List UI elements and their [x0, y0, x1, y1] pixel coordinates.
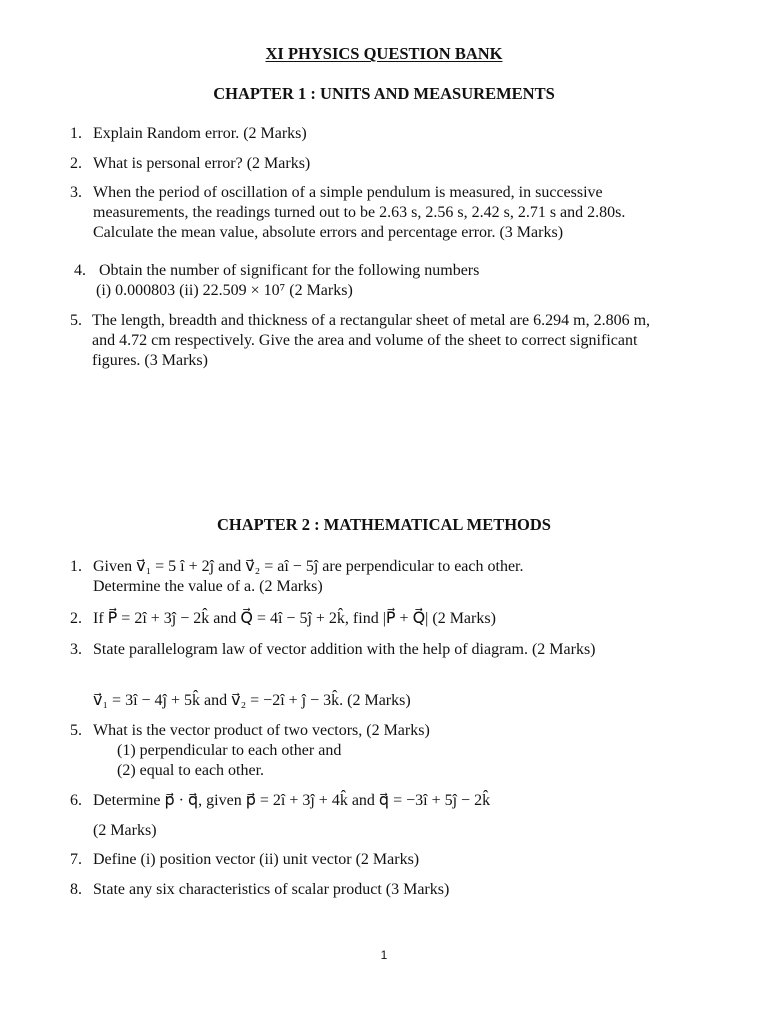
question-number: 5. — [70, 722, 82, 739]
ch2-question-4 — [70, 691, 730, 711]
question-subitem: (2) equal to each other. — [117, 762, 265, 779]
ch2-question-8 — [70, 880, 730, 900]
question-subitem: (1) perpendicular to each other and — [117, 742, 342, 759]
ch2-question-5 — [70, 721, 730, 781]
question-text: What is the vector product of two vectors, (2 Marks) — [93, 722, 430, 739]
question-text: and 4.72 cm respectively. Give the area and volume of the sheet to correct significant — [92, 332, 638, 349]
question-text: Calculate the mean value, absolute errors and percentage error. (3 Marks) — [93, 224, 564, 241]
ch1-question-1 — [70, 124, 730, 144]
question-text: Determine the value of a. (2 Marks) — [93, 578, 323, 595]
question-text: (i) 0.000803 (ii) 22.509 × 10⁷ (2 Marks) — [96, 282, 353, 299]
question-text: v⃗₁ = 3î − 4ĵ + 5k̂ and v⃗₂ = −2î + ĵ − 3k̂. (2 Marks) — [93, 692, 411, 709]
question-number: 4. — [74, 262, 86, 279]
question-text: The length, breadth and thickness of a rectangular sheet of metal are 6.294 m, 2.806 m, — [92, 312, 651, 329]
question-text: Determine p⃗ · q⃗, given p⃗ = 2î + 3ĵ + 4k̂ and q⃗ = −3î + 5ĵ − 2k̂ — [93, 792, 491, 809]
question-text: figures. (3 Marks) — [92, 352, 208, 369]
ch2-question-1 — [70, 557, 730, 597]
ch2-question-3 — [70, 640, 730, 660]
question-number: 7. — [70, 851, 82, 868]
ch1-question-5 — [70, 311, 730, 371]
question-number: 2. — [70, 155, 82, 172]
ch2-question-6 — [70, 791, 730, 841]
question-number: 3. — [70, 641, 82, 658]
question-text: State parallelogram law of vector addition with the help of diagram. (2 Marks) — [93, 641, 596, 658]
ch2-question-2 — [70, 609, 730, 629]
question-number: 8. — [70, 881, 82, 898]
question-text: Obtain the number of significant for the following numbers — [99, 262, 480, 279]
question-number: 1. — [70, 125, 82, 142]
question-text: What is personal error? (2 Marks) — [93, 155, 311, 172]
ch1-question-2 — [70, 154, 730, 174]
question-text: measurements, the readings turned out to be 2.63 s, 2.56 s, 2.42 s, 2.71 s and 2.80s. — [93, 204, 626, 221]
ch1-question-3 — [70, 183, 730, 243]
question-text: If P⃗ = 2î + 3ĵ − 2k̂ and Q⃗ = 4î − 5ĵ + 2k̂, find |P⃗ + Q⃗| (2 Marks) — [93, 610, 496, 627]
chapter-2-heading: CHAPTER 2 : MATHEMATICAL METHODS — [217, 515, 551, 534]
question-number: 6. — [70, 792, 82, 809]
question-number: 2. — [70, 610, 82, 627]
question-text: Explain Random error. (2 Marks) — [93, 125, 307, 142]
question-text: When the period of oscillation of a simple pendulum is measured, in successive — [93, 184, 603, 201]
question-number: 3. — [70, 184, 82, 201]
ch1-question-4 — [74, 261, 734, 301]
document-title: XI PHYSICS QUESTION BANK — [265, 44, 503, 63]
question-text: Define (i) position vector (ii) unit vector (2 Marks) — [93, 851, 420, 868]
page-number: 1 — [380, 948, 388, 962]
ch2-question-7 — [70, 850, 730, 870]
chapter-1-heading: CHAPTER 1 : UNITS AND MEASUREMENTS — [213, 84, 555, 103]
question-text: Given v⃗₁ = 5 î + 2ĵ and v⃗₂ = aî − 5ĵ are perpendicular to each other. — [93, 558, 524, 575]
question-number: 5. — [70, 312, 82, 329]
question-text: (2 Marks) — [93, 822, 157, 839]
question-number: 1. — [70, 558, 82, 575]
question-text: State any six characteristics of scalar product (3 Marks) — [93, 881, 450, 898]
